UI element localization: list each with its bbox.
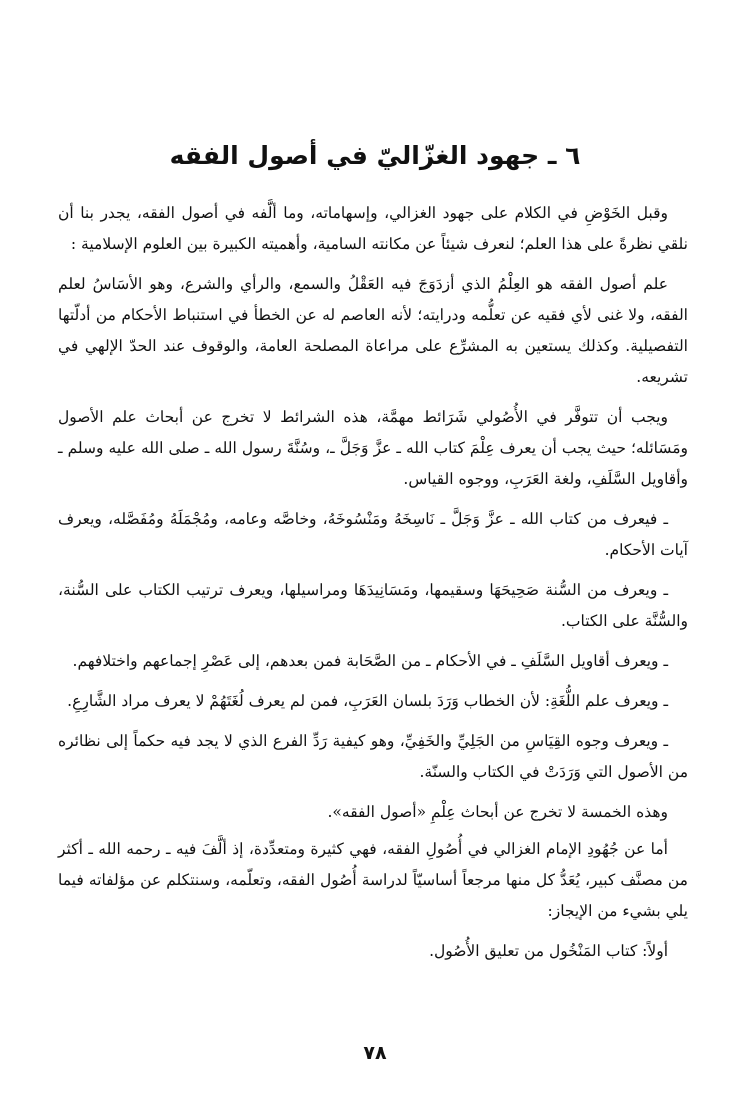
paragraph-salaf: ـ ويعرف أقاويل السَّلَفِ ـ في الأحكام ـ من الصَّحَابة فمن بعدهم، إلى عَصْرِ إجماعهم واختلافهم.	[72, 652, 668, 670]
paragraph-qiyas: ـ ويعرف وجوه القِيَاسِ من الجَلِيِّ والخَفِيِّ، وهو كيفية رَدِّ الفرع الذي لا يجد فيه حكماً إلى نظائره من الأصول التي وَرَدَتْ في الكتاب والسنّة.	[58, 732, 688, 781]
paragraph-first-book: أولاً: كتاب المَنْخُول من تعليق الأُصُول.	[429, 942, 668, 960]
page-title: ٦ ـ جهود الغزّاليّ في أصول الفقه	[169, 141, 581, 170]
paragraph-ghazali-works: أما عن جُهُودِ الإمام الغزالي في أُصُولِ الفقه، فهي كثيرة ومتعدِّدة، إذ ألَّفَ فيه ـ رحمه الله ـ أكثر من مصنَّف كبير، يُعَدُّ كل منها مرجعاً أساسيّاً لدراسة أُصُول الفقه، وتعلّمه، وسنتكلم عن مؤلفاته فيما يلي بشيء من الإيجاز:	[58, 840, 688, 920]
paragraph-conditions: ويجب أن تتوفَّر في الأُصُولي شَرَائط مهمَّة، هذه الشرائط لا تخرج عن أبحاث علم الأصول ومَسَائله؛ حيث يجب أن يعرف عِلْمَ كتاب الله ـ عزَّ وَجَلَّ ـ، وسُنَّةَ رسول الله ـ صلى الله عليه وسلم ـ وأقاويل السَّلَفِ، ولغة العَرَبِ، ووجوه القياس.	[58, 408, 688, 488]
paragraph-language: ـ ويعرف علم اللُّغَةِ: لأن الخطاب وَرَدَ بلسان العَرَبِ، فمن لم يعرف لُغَتَهُمْ لا يعرف مراد الشَّارِعِ.	[67, 692, 668, 710]
paragraph-sunnah: ـ ويعرف من السُّنة صَحِيحَهَا وسقيمها، ومَسَانِيدَهَا ومراسيلها، ويعرف ترتيب الكتاب على السُّنة، والسُّنَّة على الكتاب.	[58, 581, 688, 630]
paragraph-definition: علم أصول الفقه هو العِلْمُ الذي أزدَوَجَ فيه العَقْلُ والسمع، والرأي والشرع، وهو الأسَاسُ لعلم الفقه، ولا غنى لأي فقيه عن تعلُّمه ودرايته؛ لأنه العاصم له عن الخطأ في استنباط الأحكام من أدلّتها التفصيلية. وكذلك يستعين به المشرِّع على مراعاة المصلحة العامة، والوقوف عند الحدّ الإلهي في تشريعه.	[58, 275, 688, 386]
page-number: ٧٨	[363, 1042, 387, 1064]
paragraph-quran: ـ فيعرف من كتاب الله ـ عزَّ وَجَلَّ ـ نَاسِخَهُ ومَنْسُوخَهُ، وخاصَّه وعامه، ومُجْمَلَهُ ومُفَصَّله، ويعرف آيات الأحكام.	[58, 510, 688, 559]
paragraph-five: وهذه الخمسة لا تخرج عن أبحاث عِلْمِ «أصول الفقه».	[327, 803, 668, 821]
paragraph-intro: وقبل الخَوْضِ في الكلام على جهود الغزالي، وإسهاماته، وما ألَّفه في أصول الفقه، يجدر بنا أن نلقي نظرةً على هذا العلم؛ لنعرف شيئاً عن مكانته السامية، وأهميته الكبيرة بين العلوم الإسلامية :	[58, 204, 688, 253]
document-body	[58, 198, 688, 976]
